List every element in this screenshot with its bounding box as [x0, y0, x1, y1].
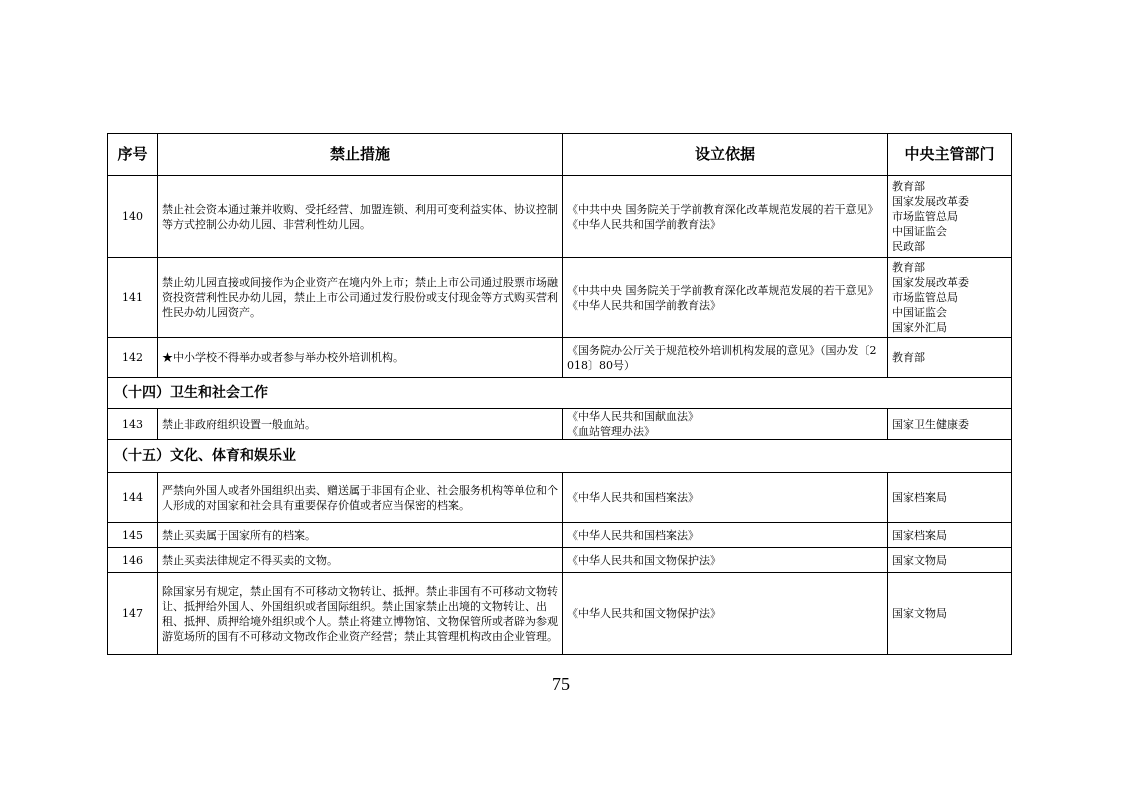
row-basis — [563, 338, 888, 378]
row-dept — [888, 573, 1012, 655]
row-serial: 141 — [108, 258, 158, 338]
row-serial: 144 — [108, 473, 158, 523]
table-body — [108, 176, 1012, 655]
dept-line: 市场监管总局 — [892, 210, 958, 223]
row-measure: 禁止社会资本通过兼并收购、受托经营、加盟连锁、利用可变利益实体、协议控制等方式控制公办幼儿园、非营利性幼儿园。 — [158, 176, 563, 258]
dept-line: 教育部 — [892, 351, 925, 364]
basis-line: 《中华人民共和国学前教育法》 — [567, 217, 721, 231]
row-serial: 145 — [108, 523, 158, 548]
header-basis: 设立依据 — [563, 134, 888, 176]
section-title: （十四）卫生和社会工作 — [108, 378, 1012, 409]
table-row — [108, 548, 1012, 573]
header-measure: 禁止措施 — [158, 134, 563, 176]
row-serial: 146 — [108, 548, 158, 573]
dept-line: 中国证监会 — [892, 225, 947, 238]
table-row — [108, 523, 1012, 548]
dept-line: 国家发展改革委 — [892, 195, 969, 208]
section-row — [108, 440, 1012, 473]
row-measure: 严禁向外国人或者外国组织出卖、赠送属于非国有企业、社会服务机构等单位和个人形成的对国家和社会具有重要保存价值或者应当保密的档案。 — [158, 473, 563, 523]
basis-line: 《中共中央 国务院关于学前教育深化改革规范发展的若干意见》 — [567, 202, 879, 216]
dept-line: 国家文物局 — [892, 607, 947, 620]
table-row — [108, 338, 1012, 378]
basis-line: 《中华人民共和国档案法》 — [567, 491, 699, 504]
dept-line: 国家外汇局 — [892, 321, 947, 334]
basis-line: 《中共中央 国务院关于学前教育深化改革规范发展的若干意见》 — [567, 283, 879, 297]
header-dept: 中央主管部门 — [888, 134, 1012, 176]
basis-line: 《中华人民共和国文物保护法》 — [567, 607, 721, 620]
row-dept — [888, 176, 1012, 258]
dept-line: 中国证监会 — [892, 306, 947, 319]
basis-line: 《中华人民共和国文物保护法》 — [567, 553, 721, 567]
basis-line: 《血站管理办法》 — [567, 425, 655, 438]
row-basis — [563, 548, 888, 573]
table-row — [108, 258, 1012, 338]
dept-line: 民政部 — [892, 240, 925, 253]
row-dept — [888, 523, 1012, 548]
dept-line: 国家卫生健康委 — [892, 417, 969, 431]
basis-line: 《中华人民共和国献血法》 — [567, 410, 699, 423]
restriction-table — [107, 133, 1012, 655]
dept-line: 国家档案局 — [892, 491, 947, 504]
dept-line: 国家档案局 — [892, 528, 947, 542]
row-serial: 147 — [108, 573, 158, 655]
dept-line: 市场监管总局 — [892, 291, 958, 304]
page-number: 75 — [552, 674, 570, 694]
section-title: （十五）文化、体育和娱乐业 — [108, 440, 1012, 473]
table-header-row — [108, 134, 1012, 176]
row-measure: 禁止买卖属于国家所有的档案。 — [158, 523, 563, 548]
row-basis — [563, 258, 888, 338]
row-measure: 除国家另有规定，禁止国有不可移动文物转让、抵押。禁止非国有不可移动文物转让、抵押给外国人、外国组织或者国际组织。禁止国家禁止出境的文物转让、出租、抵押、质押给境外组织或个人。禁止将建立博物馆、文物保管所或者辟为参观游览场所的国有不可移动文物改作企业资产经营；禁止其管理机构改由企业管理。 — [158, 573, 563, 655]
row-dept — [888, 338, 1012, 378]
table-row — [108, 473, 1012, 523]
row-basis — [563, 409, 888, 440]
row-serial: 140 — [108, 176, 158, 258]
row-dept — [888, 548, 1012, 573]
dept-line: 国家文物局 — [892, 553, 947, 567]
basis-line: 《中华人民共和国档案法》 — [567, 528, 699, 542]
section-row — [108, 378, 1012, 409]
row-basis — [563, 573, 888, 655]
table-row — [108, 409, 1012, 440]
dept-line: 国家发展改革委 — [892, 276, 969, 289]
row-measure: ★中小学校不得举办或者参与举办校外培训机构。 — [158, 338, 563, 378]
row-basis — [563, 523, 888, 548]
basis-line: 《国务院办公厅关于规范校外培训机构发展的意见》（国办发〔2018〕80号） — [567, 343, 877, 372]
row-basis — [563, 473, 888, 523]
dept-line: 教育部 — [892, 180, 925, 193]
row-measure: 禁止买卖法律规定不得买卖的文物。 — [158, 548, 563, 573]
dept-line: 教育部 — [892, 261, 925, 274]
row-measure: 禁止非政府组织设置一般血站。 — [158, 409, 563, 440]
table-row — [108, 176, 1012, 258]
row-basis — [563, 176, 888, 258]
row-dept — [888, 473, 1012, 523]
row-serial: 143 — [108, 409, 158, 440]
header-serial: 序号 — [108, 134, 158, 176]
row-serial: 142 — [108, 338, 158, 378]
row-dept — [888, 409, 1012, 440]
basis-line: 《中华人民共和国学前教育法》 — [567, 298, 721, 312]
row-measure: 禁止幼儿园直接或间接作为企业资产在境内外上市；禁止上市公司通过股票市场融资投资营利性民办幼儿园，禁止上市公司通过发行股份或支付现金等方式购买营利性民办幼儿园资产。 — [158, 258, 563, 338]
row-dept — [888, 258, 1012, 338]
table-row — [108, 573, 1012, 655]
